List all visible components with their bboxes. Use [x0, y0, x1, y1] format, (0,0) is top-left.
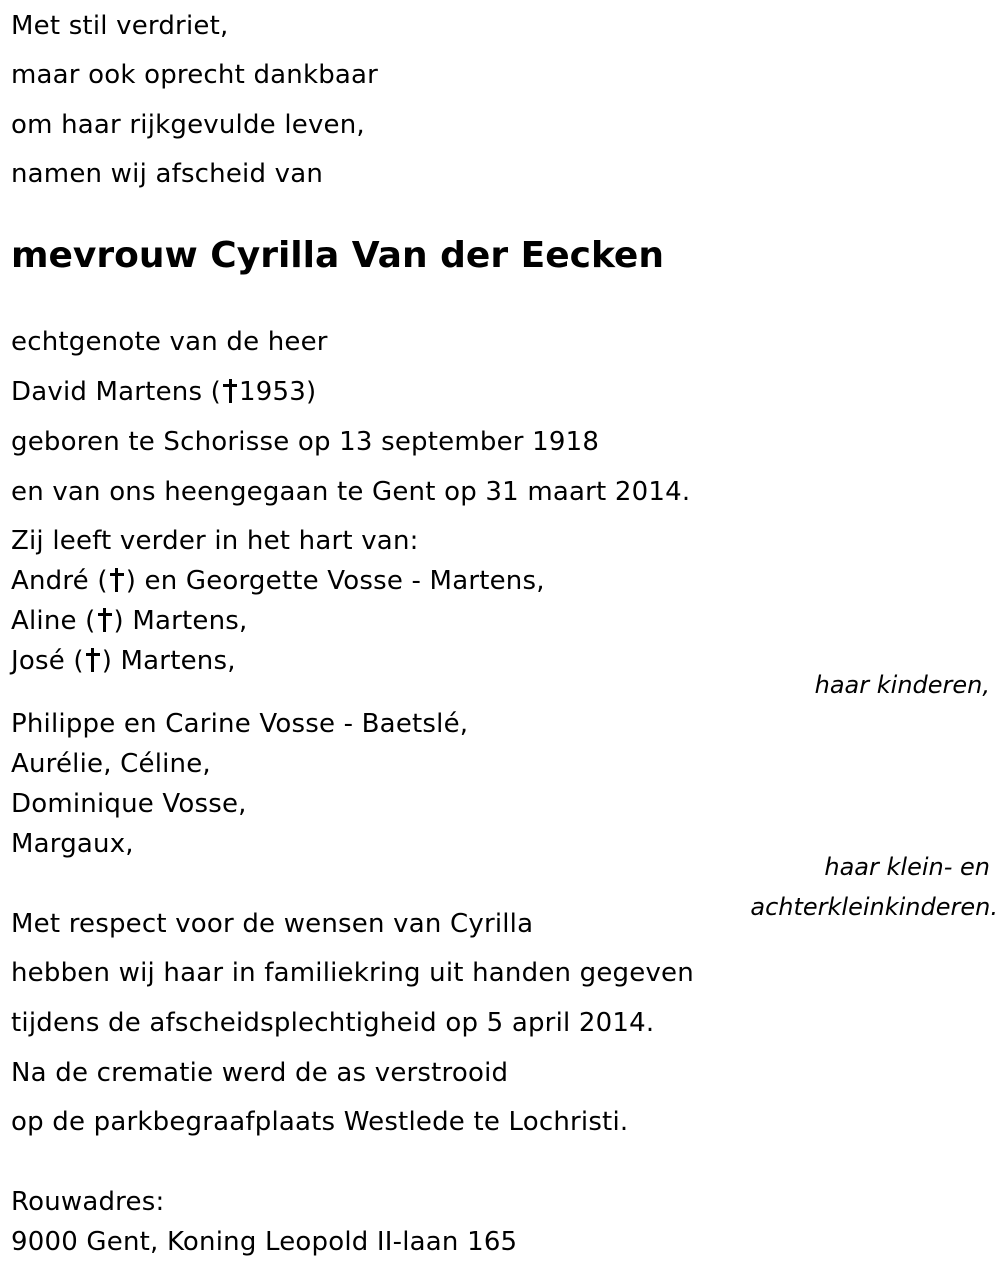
child-2-rest: ) Martens, — [113, 606, 248, 636]
intro-line-3: om haar rijkgevulde leven, — [11, 110, 365, 140]
spouse-name: David Martens ( — [11, 377, 222, 407]
grandchildren-label-2: achterkleinkinderen. — [750, 893, 998, 921]
spouse-prefix: echtgenote van de heer — [11, 327, 328, 357]
grandchild-line-3: Dominique Vosse, — [11, 789, 247, 819]
closing-line-2: hebben wij haar in familiekring uit handen gegeven — [11, 958, 694, 988]
latin-cross-icon — [223, 378, 237, 404]
child-3-name: José ( — [11, 646, 84, 676]
child-line-1 — [11, 565, 545, 597]
death-line: en van ons heengegaan te Gent op 31 maart 2014. — [11, 477, 691, 507]
latin-cross-icon — [86, 647, 100, 673]
intro-line-1: Met stil verdriet, — [11, 11, 229, 41]
child-1-name: André ( — [11, 566, 108, 596]
child-line-3 — [11, 645, 236, 677]
spouse-death-year: 1953) — [239, 377, 317, 407]
child-3-rest: ) Martens, — [101, 646, 236, 676]
spouse-line — [11, 376, 316, 408]
grandchild-line-2: Aurélie, Céline, — [11, 749, 211, 779]
child-1-rest: ) en Georgette Vosse - Martens, — [125, 566, 545, 596]
address-label: Rouwadres: — [11, 1187, 165, 1217]
birth-line: geboren te Schorisse op 13 september 1918 — [11, 427, 600, 457]
intro-line-2: maar ook oprecht dankbaar — [11, 60, 379, 90]
address: 9000 Gent, Koning Leopold II-laan 165 — [11, 1227, 518, 1257]
closing-line-3: tijdens de afscheidsplechtigheid op 5 april 2014. — [11, 1008, 655, 1038]
child-2-name: Aline ( — [11, 606, 96, 636]
children-label: haar kinderen, — [814, 671, 990, 699]
closing-line-4: Na de crematie werd de as verstrooid — [11, 1058, 509, 1088]
grandchildren-label-1: haar klein- en — [824, 853, 990, 881]
closing-line-5: op de parkbegraafplaats Westlede te Lochristi. — [11, 1107, 629, 1137]
grandchild-line-4: Margaux, — [11, 829, 134, 859]
lives-on-line: Zij leeft verder in het hart van: — [11, 526, 419, 556]
latin-cross-icon — [110, 567, 124, 593]
latin-cross-icon — [98, 607, 112, 633]
closing-line-1: Met respect voor de wensen van Cyrilla — [11, 909, 534, 939]
intro-line-4: namen wij afscheid van — [11, 159, 324, 189]
child-line-2 — [11, 605, 247, 637]
grandchild-line-1: Philippe en Carine Vosse - Baetslé, — [11, 709, 469, 739]
deceased-name: mevrouw Cyrilla Van der Eecken — [11, 235, 664, 276]
